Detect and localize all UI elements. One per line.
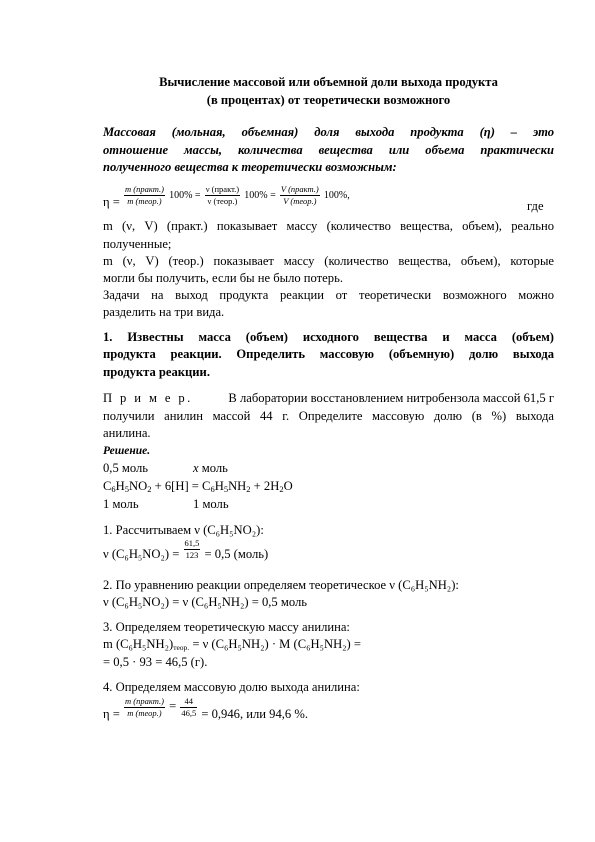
eq-h2: H — [214, 479, 224, 493]
example-line-1 — [103, 392, 554, 405]
eq-nh: NH — [228, 479, 247, 493]
explanation-p3-line-2: разделить на три вида. — [103, 305, 225, 319]
explanation-p1-line-2: полученные; — [103, 237, 172, 251]
example-line-2: получили анилин массой 44 г. Определите массовую долю (в %) выхода — [103, 409, 554, 423]
explanation-p1-line-1: m (ν, V) (практ.) показывает массу (количество вещества, объем), реально — [103, 219, 554, 233]
step-4-fraction-2 — [180, 697, 197, 717]
step-4-f-den: m (теор.) — [127, 707, 162, 718]
fraction-volume-num: V (практ.) — [280, 184, 319, 194]
step-1: 1. Рассчитываем ν (C₆H₅NO₂): — [103, 523, 264, 537]
step-4-fraction-1 — [124, 697, 165, 717]
pct-1: 100% = — [169, 189, 201, 201]
step-3: 3. Определяем теоретическую массу анилина: — [103, 620, 350, 634]
solution-heading: Решение. — [103, 445, 151, 457]
step-4-calculation — [103, 696, 308, 721]
eq-sub-2b: 2 — [246, 484, 251, 494]
eq-water: + 2H — [250, 479, 280, 493]
step-2: 2. По уравнению реакции определяем теоретическое ν (C₆H₅NH₂): — [103, 578, 459, 592]
fraction-volume-den: V (теор.) — [283, 195, 317, 206]
fraction-mass-den: m (теор.) — [127, 195, 162, 206]
step-1-calculation — [103, 539, 268, 559]
task1-line-1: 1. Известны масса (объем) исходного вещества и масса (объем) — [103, 330, 554, 344]
yield-formula — [103, 184, 350, 209]
task1-line-3: продукта реакции. — [103, 365, 210, 379]
example-line-3: анилина. — [103, 426, 151, 440]
pct-3: 100%, — [323, 189, 350, 201]
eq-o: O — [283, 479, 293, 493]
title-line-2: (в процентах) от теоретически возможного — [206, 93, 451, 107]
task1-line-2: продукта реакции. Определить массовую (объемную) долю выхода — [103, 347, 554, 361]
mol-below-1: 1 моль — [103, 497, 139, 511]
fraction-amount-num: ν (практ.) — [205, 184, 240, 194]
definition-line-2: отношение массы, количества вещества или объема практически — [103, 143, 554, 157]
explanation-p2-line-1: m (ν, V) (теор.) показывает массу (количество вещества, объем), которые — [103, 254, 554, 268]
mol-above-1: 0,5 моль — [103, 461, 149, 475]
pct-2: 100% = — [244, 189, 276, 201]
step-1-lhs: ν (C₆H₅NO₂) = — [103, 546, 180, 561]
fraction-mass-num: m (практ.) — [125, 184, 164, 194]
mol-below-2: 1 моль — [193, 497, 229, 511]
fraction-amount-den: ν (теор.) — [207, 195, 238, 206]
explanation-p3-line-1: Задачи на выход продукта реакции от теоретически возможного можно — [103, 288, 554, 302]
fraction-mass — [124, 185, 165, 205]
step-3-mass: m (C₆H₅NH₂) — [103, 637, 174, 651]
eq-sub-2a: 2 — [147, 484, 152, 494]
eq-sub-5b: 5 — [223, 484, 229, 494]
eq-sub-6b: 6 — [210, 484, 215, 494]
mol-above-x: x — [193, 461, 199, 475]
eq-sub-5a: 5 — [124, 484, 130, 494]
step-3-sub: теор. — [173, 643, 190, 652]
definition-line-3: полученного вещества к теоретически возможным: — [103, 160, 397, 174]
step-4-eta: η = — [103, 706, 120, 721]
explanation-p2-line-2: могли бы получить, если бы не было потерь. — [103, 271, 343, 285]
definition-line-1: Массовая (мольная, объемная) доля выхода продукта (η) – это — [103, 125, 554, 139]
step-4-equals: = — [169, 698, 177, 713]
title-line-1: Вычисление массовой или объемной доли выхода продукта — [159, 75, 498, 89]
step-3-equation-1 — [103, 638, 361, 652]
eq-c1: C — [103, 479, 112, 493]
example-line-1-rest: В лаборатории восстановлением нитробензола массой 61,5 г — [228, 391, 554, 405]
step-1-den: 123 — [185, 549, 199, 560]
eq-h1: H — [115, 479, 125, 493]
fraction-volume — [280, 185, 320, 205]
step-1-num: 61,5 — [184, 538, 200, 548]
step-3-equation-2: = 0,5 · 93 = 46,5 (г). — [103, 655, 208, 669]
fraction-amount — [205, 185, 240, 205]
eq-sub-6a: 6 — [111, 484, 116, 494]
step-1-fraction — [184, 539, 201, 559]
mol-above-2 — [193, 462, 228, 475]
example-lead: П р и м е р. — [103, 391, 193, 405]
eq-plus-h: + 6[H] = C — [151, 479, 211, 493]
step-2-equation: ν (C₆H₅NO₂) = ν (C₆H₅NH₂) = 0,5 моль — [103, 595, 307, 609]
where-word: где — [527, 199, 544, 213]
eq-sub-2c: 2 — [279, 484, 284, 494]
eta-symbol: η = — [103, 194, 120, 209]
step-1-rhs: = 0,5 (моль) — [204, 546, 269, 561]
reaction-equation — [103, 480, 293, 494]
step-3-rest: = ν (C₆H₅NH₂) · M (C₆H₅NH₂) = — [189, 637, 362, 651]
step-4-n-den: 46,5 — [181, 707, 197, 718]
mol-above-unit: моль — [198, 461, 228, 475]
eq-no: NO — [129, 479, 148, 493]
step-4-n-num: 44 — [180, 697, 197, 708]
step-4-rhs: = 0,946, или 94,6 %. — [201, 706, 308, 721]
step-4: 4. Определяем массовую долю выхода анилина: — [103, 680, 360, 694]
step-4-f-num: m (практ.) — [125, 696, 164, 706]
